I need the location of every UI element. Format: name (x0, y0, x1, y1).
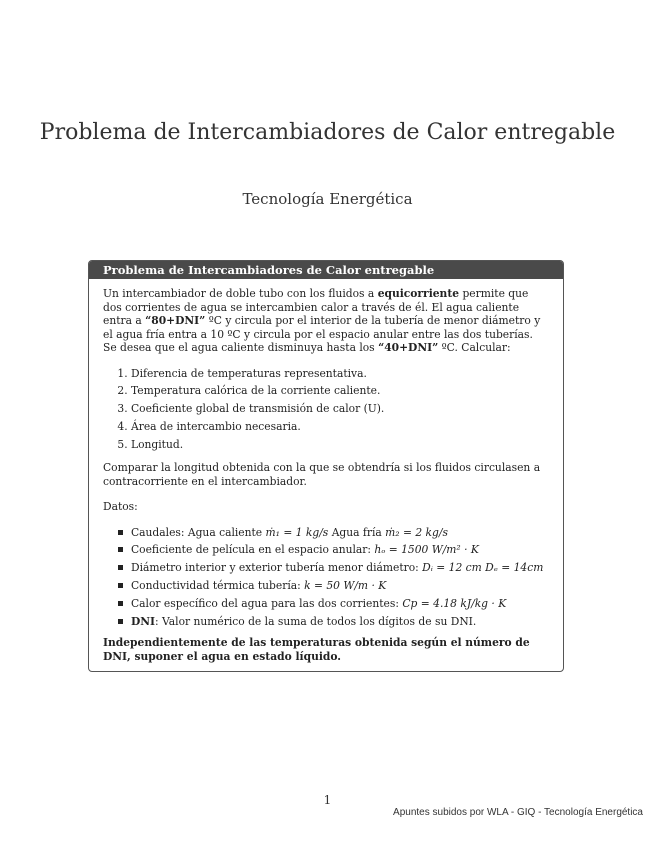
bold-text: DNI (131, 614, 156, 628)
datos-label: Datos: (103, 500, 138, 514)
problem-box-header: Problema de Intercambiadores de Calor entregable (89, 261, 563, 279)
math-expression: ṁ₂ = 2 kg/s (385, 525, 448, 539)
task-item: 1. Diferencia de temperaturas representativa. (131, 367, 549, 381)
bold-text: equicorriente (377, 287, 460, 300)
math-expression: k = 50 W/m · K (304, 579, 387, 593)
datos-item (131, 561, 549, 575)
problem-intro (103, 287, 549, 355)
math-expression: Cp = 4.18 kJ/kg · K (402, 596, 507, 610)
text-segment: : Valor numérico de la suma de todos los dígitos de su DNI. (155, 614, 477, 628)
text-segment: Coeficiente de película en el espacio anular: (131, 543, 375, 557)
problem-box-body (89, 279, 563, 663)
task-item: 3. Coeficiente global de transmisión de calor (U). (131, 402, 549, 416)
document-subtitle: Tecnología Energética (242, 190, 413, 208)
task-list (103, 367, 549, 452)
bold-text: “80+DNI” (145, 314, 206, 327)
datos-item (131, 615, 549, 629)
text-segment: Caudales: Agua caliente (131, 525, 266, 539)
text-segment: Conductividad térmica tubería: (131, 579, 305, 593)
datos-item (131, 543, 549, 557)
page-footer: Apuntes subidos por WLA - GIQ - Tecnología Energética (393, 807, 643, 818)
text-segment: Calor específico del agua para las dos corrientes: (131, 596, 403, 610)
datos-item (131, 526, 549, 540)
task-item: 2. Temperatura calórica de la corriente caliente. (131, 384, 549, 398)
text-segment: ºC y circula por el interior de la tubería de menor diámetro y el agua fría entra a 10 ºC y circula por el espacio anular entre las dos tuberías. Se desea que el agua caliente disminuya hasta los (103, 314, 541, 354)
bold-text: “40+DNI” (378, 341, 439, 354)
datos-item (131, 597, 549, 611)
task-item: 5. Longitud. (131, 438, 549, 452)
math-expression: Dᵢ = 12 cm Dₑ = 14cm (422, 561, 544, 575)
datos-list (103, 526, 549, 628)
problem-box (88, 260, 564, 672)
math-expression: hₒ = 1500 W/m² · K (374, 543, 479, 557)
text-segment: ºC. Calcular: (438, 341, 511, 354)
document-title: Problema de Intercambiadores de Calor entregable (39, 120, 616, 145)
text-segment: Diámetro interior y exterior tubería menor diámetro: (131, 561, 423, 575)
page-number: 1 (323, 793, 332, 807)
text-segment: Un intercambiador de doble tubo con los fluidos a (103, 287, 378, 300)
final-note: Independientemente de las temperaturas obtenida según el número de DNI, suponer el agua en estado líquido. (103, 636, 530, 663)
text-segment: permite que dos corrientes de agua se intercambien calor a través de él. El agua caliente entra a (103, 287, 529, 327)
task-item: 4. Área de intercambio necesaria. (131, 420, 549, 434)
compare-paragraph: Comparar la longitud obtenida con la que se obtendría si los fluidos circulasen a contracorriente en el intercambiador. (103, 461, 541, 488)
math-expression: ṁ₁ = 1 kg/s (265, 525, 329, 539)
text-segment: Agua fría (328, 525, 386, 539)
datos-item (131, 579, 549, 593)
